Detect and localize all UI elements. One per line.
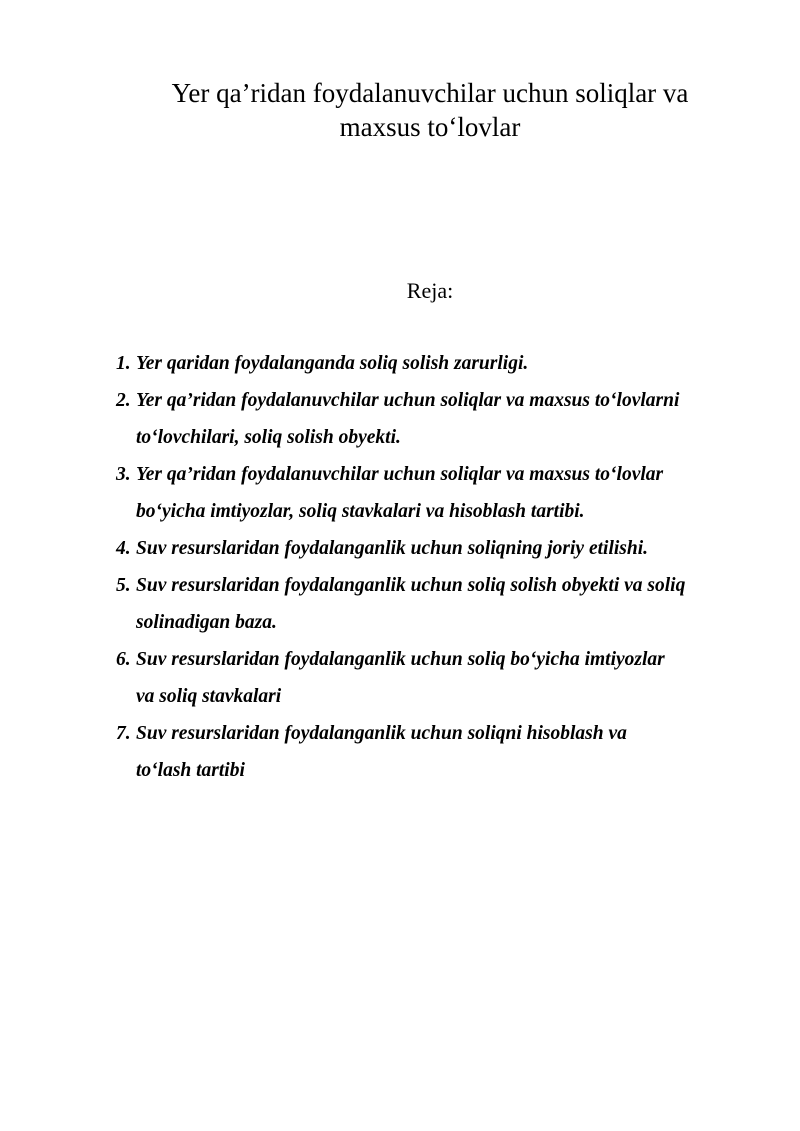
plan-item-text: Suv resurslaridan foydalanganlik uchun soliq solish obyekti va soliq xyxy=(136,575,686,596)
plan-item-text: Yer qa’ridan foydalanuvchilar uchun soliqlar va maxsus to‘lovlar xyxy=(136,464,664,485)
plan-item-text: va soliq stavkalari xyxy=(136,686,282,707)
plan-item-text: to‘lovchilari, soliq solish obyekti. xyxy=(136,427,401,448)
plan-item-3 xyxy=(116,456,756,530)
plan-item-number: 5. xyxy=(116,575,131,596)
plan-item-number: 4. xyxy=(116,538,131,559)
plan-item-text: to‘lash tartibi xyxy=(136,760,245,781)
title-line: Yer qa’ridan foydalanuvchilar uchun soliqlar va xyxy=(171,78,689,108)
plan-item-number: 6. xyxy=(116,649,131,670)
plan-item-1 xyxy=(116,345,756,382)
plan-item-6 xyxy=(116,641,756,715)
plan-item-number: 3. xyxy=(116,464,131,485)
plan-item-text: Suv resurslaridan foydalanganlik uchun soliqni hisoblash va xyxy=(136,723,627,744)
plan-item-text: solinadigan baza. xyxy=(136,612,277,633)
plan-item-number: 2. xyxy=(116,390,131,411)
plan-item-4 xyxy=(116,530,756,567)
plan-item-text: Suv resurslaridan foydalanganlik uchun soliqning joriy etilishi. xyxy=(136,538,649,559)
plan-item-number: 1. xyxy=(116,353,131,374)
plan-item-text: Suv resurslaridan foydalanganlik uchun soliq bo‘yicha imtiyozlar xyxy=(136,649,665,670)
plan-item-2 xyxy=(116,382,756,456)
plan-list xyxy=(116,345,756,789)
plan-item-5 xyxy=(116,567,756,641)
plan-item-text: Yer qa’ridan foydalanuvchilar uchun soliqlar va maxsus to‘lovlarni xyxy=(136,390,680,411)
plan-heading: Reja: xyxy=(406,278,454,303)
page-title xyxy=(120,76,740,144)
plan-item-text: Yer qaridan foydalanganda soliq solish zarurligi. xyxy=(136,353,529,374)
plan-item-number: 7. xyxy=(116,723,131,744)
plan-item-text: bo‘yicha imtiyozlar, soliq stavkalari va hisoblash tartibi. xyxy=(136,501,585,522)
title-line: maxsus to‘lovlar xyxy=(339,112,521,142)
plan-item-7 xyxy=(116,715,756,789)
